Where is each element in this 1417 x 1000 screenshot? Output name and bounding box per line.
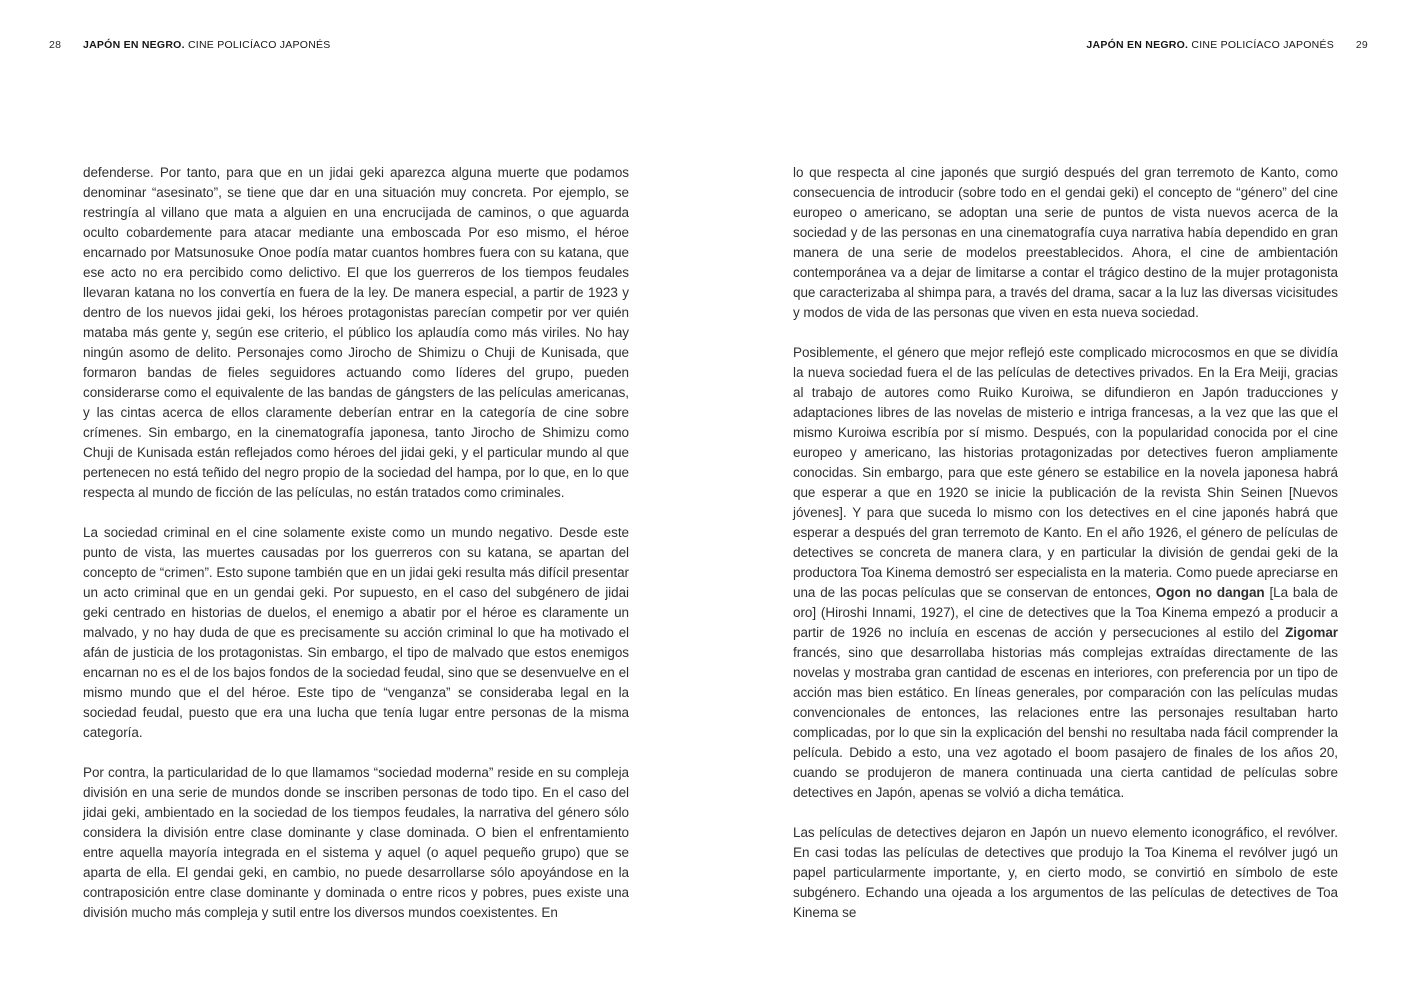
right-page-text-column — [793, 163, 1338, 923]
left-running-title-bold: JAPÓN EN NEGRO. — [83, 39, 185, 51]
paragraph: lo que respecta al cine japonés que surgió después del gran terremoto de Kanto, como consecuencia de introducir (sobre todo en el gendai geki) el concepto de “género” del cine europeo o americano, se adoptan una serie de puntos de vista nuevos acerca de la sociedad y de las personas en una cinematografía cuya narrativa había dependido en gran manera de una serie de modelos preestablecidos. Ahora, el cine de ambientación contemporánea va a dejar de limitarse a contar el trágico destino de la mujer protagonista que caracterizaba al shimpa para, a través del drama, sacar a la luz las diversas vicisitudes y modos de vida de las personas que viven en esta nueva sociedad. — [793, 165, 1338, 320]
left-running-title-rest: CINE POLICÍACO JAPONÉS — [184, 39, 331, 51]
right-page-header — [1086, 39, 1368, 51]
left-page-header — [49, 39, 331, 51]
right-running-title-bold: JAPÓN EN NEGRO. — [1086, 39, 1189, 51]
paragraph: La sociedad criminal en el cine solamente existe como un mundo negativo. Desde este punto de vista, las muertes causadas por los guerreros con su katana, se apartan del concepto de “crimen”. Esto supone también que en un jidai geki resulta más difícil presentar un acto criminal que en un gendai geki. Por supuesto, en el caso del subgénero de jidai geki centrado en historias de duelos, el enemigo a abatir por el héroe es claramente un malvado, y no hay duda de que es precisamente su acción criminal lo que ha motivado el afán de justicia de los protagonistas. Sin embargo, el tipo de malvado que estos enemigos encarnan no es el de los bajos fondos de la sociedad feudal, sino que se desenvuelve en el mismo mundo que el del héroe. Este tipo de “venganza” se consideraba legal en la sociedad feudal, puesto que era una lucha que tenía lugar entre personas de la misma categoría. — [83, 525, 629, 740]
paragraph: Las películas de detectives dejaron en Japón un nuevo elemento iconográfico, el revólver. En casi todas las películas de detectives que produjo la Toa Kinema el revólver jugó un papel particularmente importante, y, en cierto modo, se convirtió en símbolo de este subgénero. Echando una ojeada a los argumentos de las películas de detectives de Toa Kinema se — [793, 825, 1338, 920]
paragraph: defenderse. Por tanto, para que en un jidai geki aparezca alguna muerte que podamos denominar “asesinato”, se tiene que dar en una situación muy concreta. Por ejemplo, se restringía al villano que mata a alguien en una encrucijada de caminos, o que aguarda oculto cobardemente para atacar mediante una emboscada Por eso mismo, el héroe encarnado por Matsunosuke Onoe podía matar cuantos hombres fuera con su katana, que ese acto no era percibido como delictivo. El que los guerreros de los tiempos feudales llevaran katana no los convertía en fuera de la ley. De manera especial, a partir de 1923 y dentro de los nuevos jidai geki, los héroes protagonistas parecían competir por ver quién mataba más gente y, según ese criterio, el público los aplaudía como más viriles. No hay ningún asomo de delito. Personajes como Jirocho de Shimizu o Chuji de Kunisada, que formaron bandas de fieles seguidores actuando como líderes del grupo, pueden considerarse como el equivalente de las bandas de gángsters de las películas americanas, y las cintas acerca de ellos claramente deberían entrar en la categoría de cine sobre crímenes. Sin embargo, en la cinematografía japonesa, tanto Jirocho de Shimizu como Chuji de Kunisada están reflejados como héroes del jidai geki, y el particular mundo al que pertenecen no está teñido del negro propio de la sociedad del hampa, por lo que, en lo que respecta al mundo de ficción de las películas, no están tratados como criminales. — [83, 165, 629, 500]
paragraph: Por contra, la particularidad de lo que llamamos “sociedad moderna” reside en su compleja división en una serie de mundos donde se inscriben personas de todo tipo. En el caso del jidai geki, ambientado en la sociedad de los tiempos feudales, la narrativa del género sólo considera la división entre clase dominante y clase dominada. O bien el enfrentamiento entre aquella mayoría integrada en el sistema y aquel (o aquel pequeño grupo) que se aparta de ella. El gendai geki, en cambio, no puede desarrollarse sólo apoyándose en la contraposición entre clase dominante y dominada o entre ricos y pobres, pues existe una división mucho más compleja y sutil entre los diversos mundos coexistentes. En — [83, 765, 629, 920]
right-page-number: 29 — [1355, 39, 1368, 51]
left-page-text-column — [83, 163, 629, 923]
right-running-title — [1086, 39, 1334, 51]
left-page-number: 28 — [49, 39, 62, 51]
paragraph: Posiblemente, el género que mejor reflejó este complicado microcosmos en que se dividía la nueva sociedad fuera el de las películas de detectives privados. En la Era Meiji, gracias al trabajo de autores como Ruiko Kuroiwa, se difundieron en Japón traducciones y adaptaciones libres de las novelas de misterio e intriga francesas, a la vez que las que el mismo Kuroiwa escribía por sí mismo. Después, con la popularidad conocida por el cine europeo y americano, las historias protagonizadas por detectives fueron ampliamente conocidas. Sin embargo, para que este género se estabilice en la novela japonesa habrá que esperar a que en 1920 se inicie la publicación de la revista Shin Seinen [Nuevos jóvenes]. Y para que suceda lo mismo con los detectives en el cine japonés habrá que esperar a después del gran terremoto de Kanto. En el año 1926, el género de películas de detectives se concreta de manera clara, y en particular la división de gendai geki de la productora Toa Kinema demostró ser especialista en la materia. Como puede apreciarse en una de las pocas películas que se conservan de entonces, Ogon no dangan [La bala de oro] (Hiroshi Innami, 1927), el cine de detectives que la Toa Kinema empezó a producir a partir de 1926 no incluía en escenas de acción y persecuciones al estilo del Zigomar francés, sino que desarrollaba historias más complejas extraídas directamente de las novelas y mostraba gran cantidad de escenas en interiores, con preferencia por un tipo de acción mas bien estático. En líneas generales, por comparación con las películas mudas convencionales de entonces, las relaciones entre las personajes resultaban harto complicadas, por lo que sin la explicación del benshi no resultaba nada fácil comprender la película. Debido a esto, una vez agotado el boom pasajero de finales de los años 20, cuando se produjeron de manera continuada una cierta cantidad de películas sobre detectives en Japón, apenas se volvió a dicha temática. — [793, 345, 1339, 800]
left-running-title — [83, 39, 331, 51]
right-running-title-rest: CINE POLICÍACO JAPONÉS — [1188, 39, 1334, 51]
